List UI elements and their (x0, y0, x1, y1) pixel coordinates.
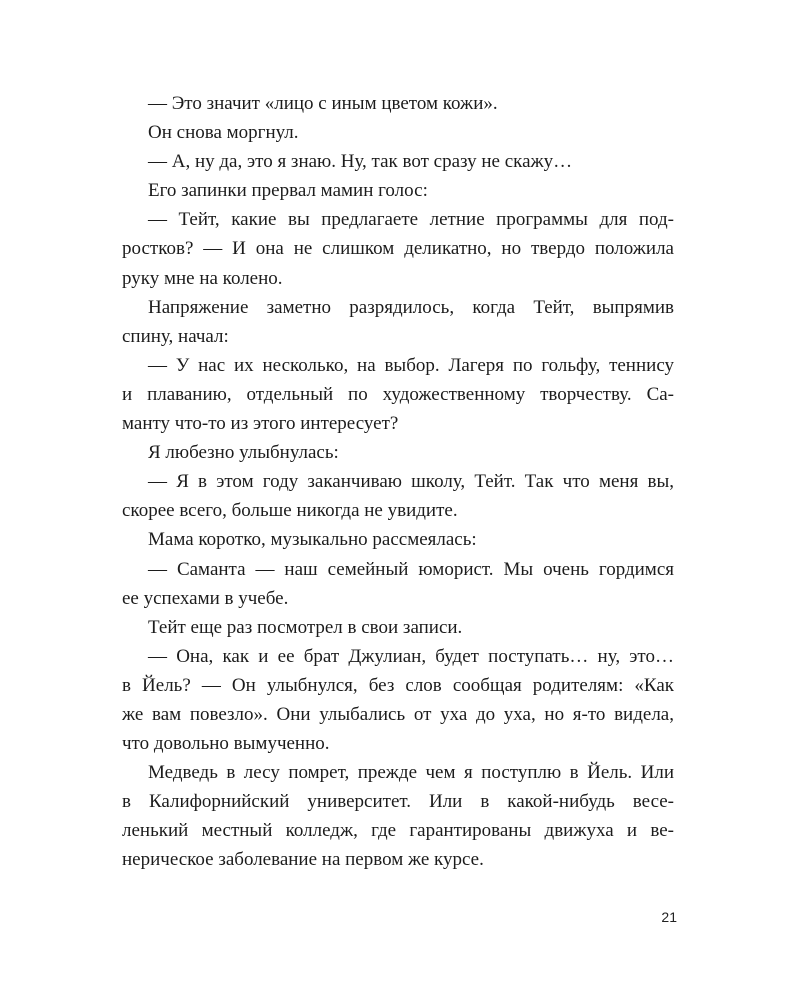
text-line-4: Его запинки прервал мамин голос: (148, 180, 428, 202)
text-line-9: спину, начал: (122, 325, 229, 347)
text-line-11: и плаванию, отдельный по художественному творчеству. Са- (122, 383, 674, 405)
text-line-25: в Калифорнийский университет. Или в какой-нибудь весе- (122, 791, 674, 813)
text-line-12: манту что-то из этого интересует? (122, 413, 399, 435)
text-line-19: Тейт еще раз посмотрел в свои записи. (148, 616, 463, 638)
text-line-21: в Йель? — Он улыбнулся, без слов сообщая родителям: «Как (122, 674, 674, 696)
text-line-27: нерическое заболевание на первом же курсе. (122, 849, 484, 871)
text-line-18: ее успехами в учебе. (122, 587, 289, 609)
text-line-13: Я любезно улыбнулась: (148, 442, 339, 464)
text-line-17: — Саманта — наш семейный юморист. Мы очень гордимся (148, 558, 674, 580)
text-line-14: — Я в этом году заканчиваю школу, Тейт. Так что меня вы, (148, 471, 674, 493)
text-line-20: — Она, как и ее брат Джулиан, будет поступать… ну, это… (148, 645, 674, 667)
text-line-24: Медведь в лесу помрет, прежде чем я поступлю в Йель. Или (148, 762, 674, 784)
text-line-15: скорее всего, больше никогда не увидите. (122, 500, 458, 522)
text-line-7: руку мне на колено. (122, 267, 283, 289)
text-line-3: — А, ну да, это я знаю. Ну, так вот сразу не скажу… (148, 151, 573, 173)
text-line-16: Мама коротко, музыкально рассмеялась: (148, 529, 477, 551)
page-text-block (122, 89, 674, 875)
text-line-22: же вам повезло». Они улыбались от уха до уха, но я-то видела, (122, 703, 674, 725)
text-line-23: что довольно вымученно. (122, 733, 330, 755)
text-line-26: ленький местный колледж, где гарантированы движуха и ве- (122, 820, 674, 842)
text-line-6: ростков? — И она не слишком деликатно, но твердо положила (122, 238, 674, 260)
text-line-1: — Это значит «лицо с иным цветом кожи». (148, 93, 498, 114)
text-line-5: — Тейт, какие вы предлагаете летние программы для под- (148, 209, 674, 231)
text-line-10: — У нас их несколько, на выбор. Лагеря по гольфу, теннису (148, 354, 674, 376)
page-number: 21 (661, 909, 677, 925)
text-line-2: Он снова моргнул. (148, 122, 299, 144)
text-line-8: Напряжение заметно разрядилось, когда Тейт, выпрямив (148, 296, 674, 318)
